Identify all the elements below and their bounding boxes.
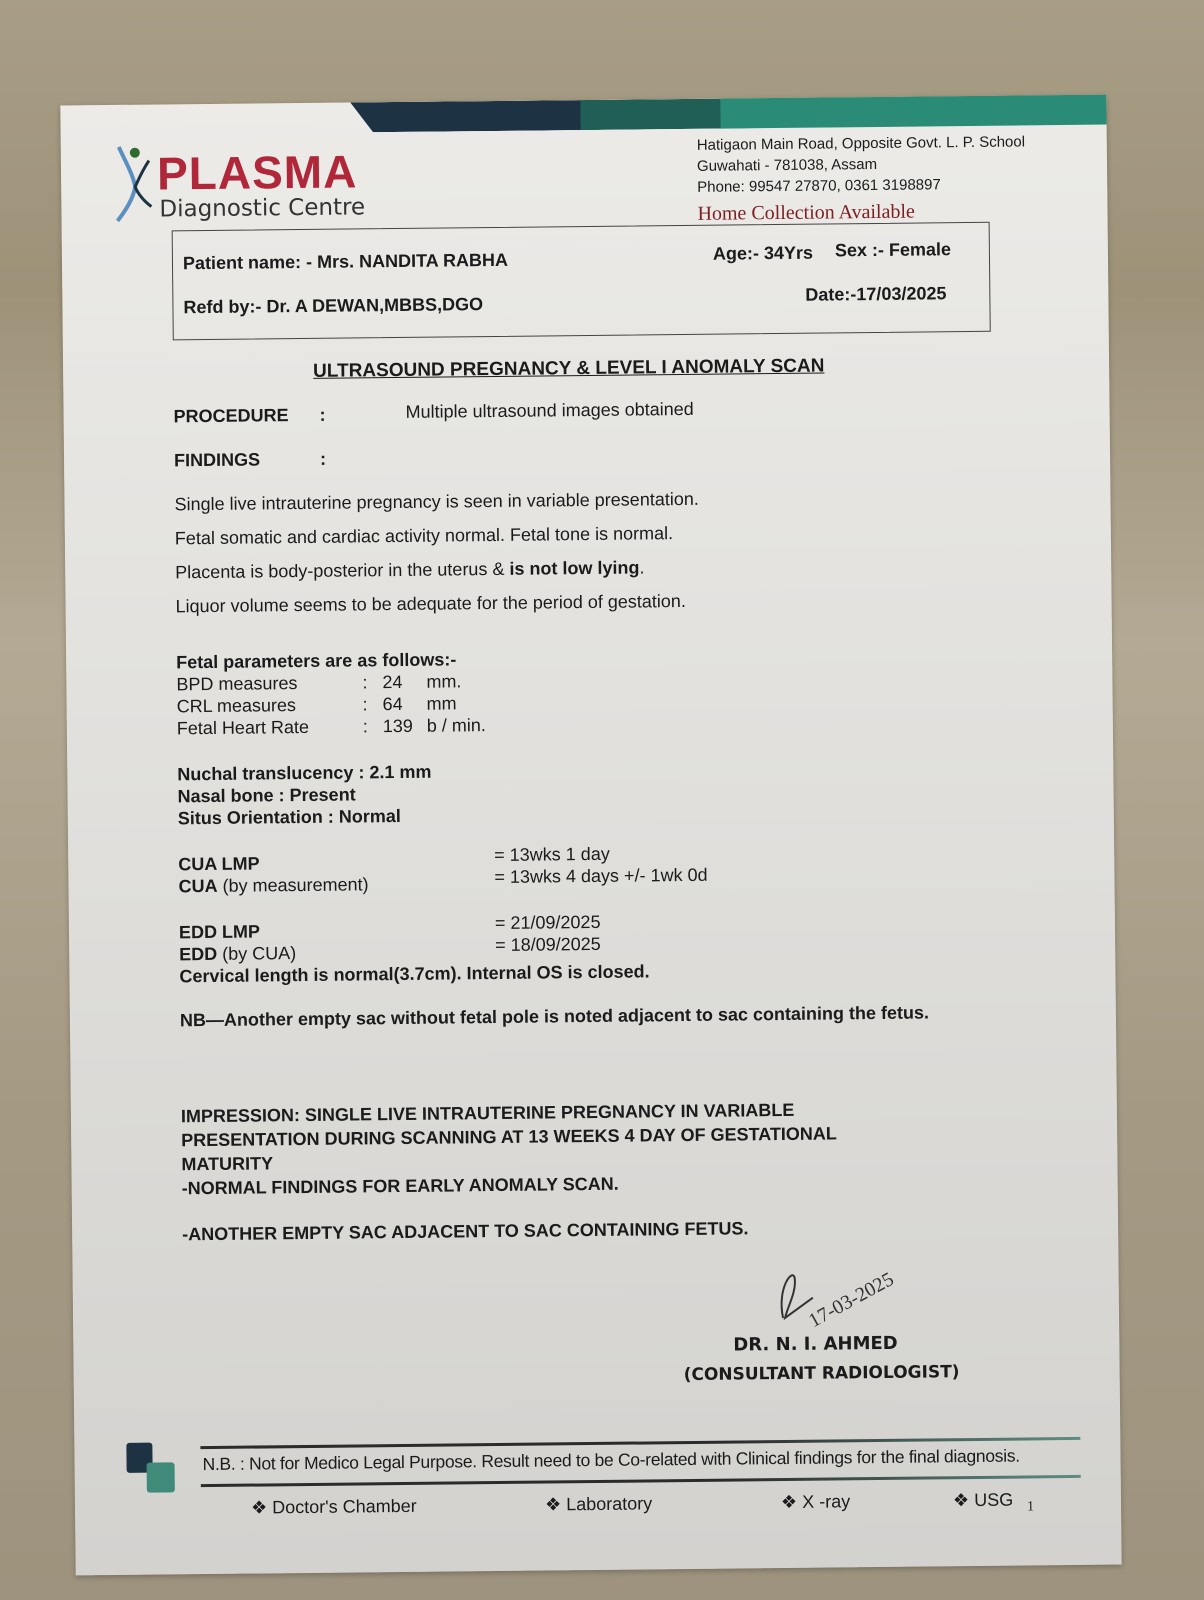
placenta-finding	[175, 557, 644, 583]
cua-label: CUA	[178, 875, 218, 897]
patient-sex: Sex :- Female	[834, 239, 952, 261]
fetal-param-row	[177, 693, 457, 717]
service-label: X -ray	[802, 1491, 851, 1512]
param-unit: mm.	[426, 671, 462, 692]
impression-extra: -ANOTHER EMPTY SAC ADJACENT TO SAC CONTAINING FETUS.	[182, 1218, 749, 1245]
edd-cua-label	[179, 943, 296, 965]
bullet-icon: ❖	[952, 1490, 970, 1511]
fetal-params-heading: Fetal parameters are as follows:-	[176, 649, 457, 673]
report-date: Date:-17/03/2025	[805, 283, 947, 305]
param-value: 24	[382, 671, 403, 693]
clinic-phone: Phone: 99547 27870, 0361 3198897	[697, 176, 941, 196]
bullet-icon: ❖	[780, 1491, 798, 1513]
edd-cua-value: = 18/09/2025	[495, 933, 601, 956]
impression-line: PRESENTATION DURING SCANNING AT 13 WEEKS 4 DAY OF GESTATIONAL	[181, 1123, 837, 1151]
address-line-1: Hatigaon Main Road, Opposite Govt. L. P. School	[696, 133, 1026, 154]
service-xray	[781, 1491, 850, 1513]
param-unit: mm	[426, 693, 457, 714]
report-title: ULTRASOUND PREGNANCY & LEVEL I ANOMALY SCAN	[313, 355, 825, 382]
impression-line: IMPRESSION: SINGLE LIVE INTRAUTERINE PREGNANCY IN VARIABLE	[180, 1099, 795, 1127]
home-collection-banner: Home Collection Available	[697, 200, 915, 225]
service-laboratory	[545, 1493, 652, 1515]
cua-lmp-value: = 13wks 1 day	[494, 843, 610, 866]
param-colon: :	[362, 694, 368, 715]
procedure-label: PROCEDURE	[173, 405, 289, 427]
fetal-param-row	[176, 671, 461, 695]
patient-info-box	[172, 222, 991, 341]
placenta-text: Placenta is body-posterior in the uterus &	[175, 558, 510, 583]
clinic-subtitle: Diagnostic Centre	[159, 194, 366, 223]
impression-line: MATURITY	[181, 1153, 274, 1175]
edd-lmp-label: EDD LMP	[178, 921, 261, 943]
cua-qualifier: (by measurement)	[217, 874, 369, 896]
finding-line: Single live intrauterine pregnancy is seen in variable presentation.	[174, 488, 699, 515]
doctor-title: (CONSULTANT RADIOLOGIST)	[683, 1362, 960, 1386]
doctor-signature	[772, 1246, 943, 1338]
service-doctors-chamber	[251, 1496, 417, 1519]
footer-rule-bottom	[201, 1475, 1081, 1487]
header-band-teal	[720, 95, 1106, 129]
param-unit: b / min.	[426, 715, 486, 736]
procedure-value: Multiple ultrasound images obtained	[405, 398, 694, 422]
nb-note: NB—Another empty sac without fetal pole is noted adjacent to sac containing the fetus.	[179, 1002, 930, 1031]
patient-age: Age:- 34Yrs	[712, 242, 814, 264]
clinic-name: PLASMA	[156, 145, 358, 200]
finding-line: Fetal somatic and cardiac activity normal. Fetal tone is normal.	[174, 523, 674, 549]
procedure-colon: :	[319, 404, 326, 425]
bullet-icon: ❖	[250, 1497, 268, 1518]
signature-date: 17-03-2025	[805, 1268, 898, 1333]
edd-lmp-value: = 21/09/2025	[494, 911, 601, 934]
page-number: 1	[1026, 1499, 1035, 1515]
nuchal-translucency: Nuchal translucency : 2.1 mm	[177, 761, 432, 785]
situs-orientation: Situs Orientation : Normal	[177, 805, 401, 829]
service-usg	[953, 1490, 1013, 1512]
edd-label: EDD	[179, 943, 218, 965]
footer-square-teal	[147, 1462, 175, 1492]
service-label: Doctor's Chamber	[272, 1495, 417, 1518]
param-label: BPD measures	[176, 673, 298, 695]
cua-lmp-label: CUA LMP	[178, 853, 260, 875]
placenta-emphasis: is not low lying	[509, 557, 640, 579]
impression-line: -NORMAL FINDINGS FOR EARLY ANOMALY SCAN.	[181, 1173, 619, 1199]
report-sheet	[60, 95, 1121, 1576]
doctor-name: DR. N. I. AHMED	[733, 1332, 898, 1356]
service-label: USG	[974, 1489, 1014, 1511]
param-value: 139	[382, 715, 413, 737]
referred-by: Refd by:- Dr. A DEWAN,MBBS,DGO	[183, 294, 484, 318]
patient-name: Patient name: - Mrs. NANDITA RABHA	[182, 249, 509, 274]
liquor-finding: Liquor volume seems to be adequate for the period of gestation.	[175, 590, 686, 617]
cervical-length: Cervical length is normal(3.7cm). Internal OS is closed.	[179, 961, 650, 987]
param-label: Fetal Heart Rate	[176, 716, 310, 739]
clinic-address	[697, 131, 1026, 197]
service-label: Laboratory	[566, 1493, 653, 1515]
edd-qualifier: (by CUA)	[217, 943, 297, 964]
footer-disclaimer: N.B. : Not for Medico Legal Purpose. Result need to be Co-related with Clinical findings for the final diagnosis.	[202, 1445, 1020, 1475]
cua-measurement-label	[178, 874, 368, 897]
findings-label: FINDINGS	[173, 449, 261, 471]
param-colon: :	[362, 716, 368, 737]
cua-measurement-value: = 13wks 4 days +/- 1wk 0d	[494, 864, 708, 888]
impression-block	[181, 1097, 838, 1200]
placenta-end: .	[639, 557, 645, 578]
person-figure-icon	[113, 143, 156, 223]
bullet-icon: ❖	[544, 1494, 562, 1515]
fetal-param-row	[177, 715, 486, 739]
param-value: 64	[382, 693, 403, 715]
header-band-dark	[350, 100, 600, 133]
address-line-2: Guwahati - 781038, Assam	[696, 155, 878, 175]
param-colon: :	[362, 672, 368, 693]
param-label: CRL measures	[176, 695, 297, 717]
nasal-bone: Nasal bone : Present	[177, 784, 356, 807]
findings-colon: :	[319, 448, 327, 469]
